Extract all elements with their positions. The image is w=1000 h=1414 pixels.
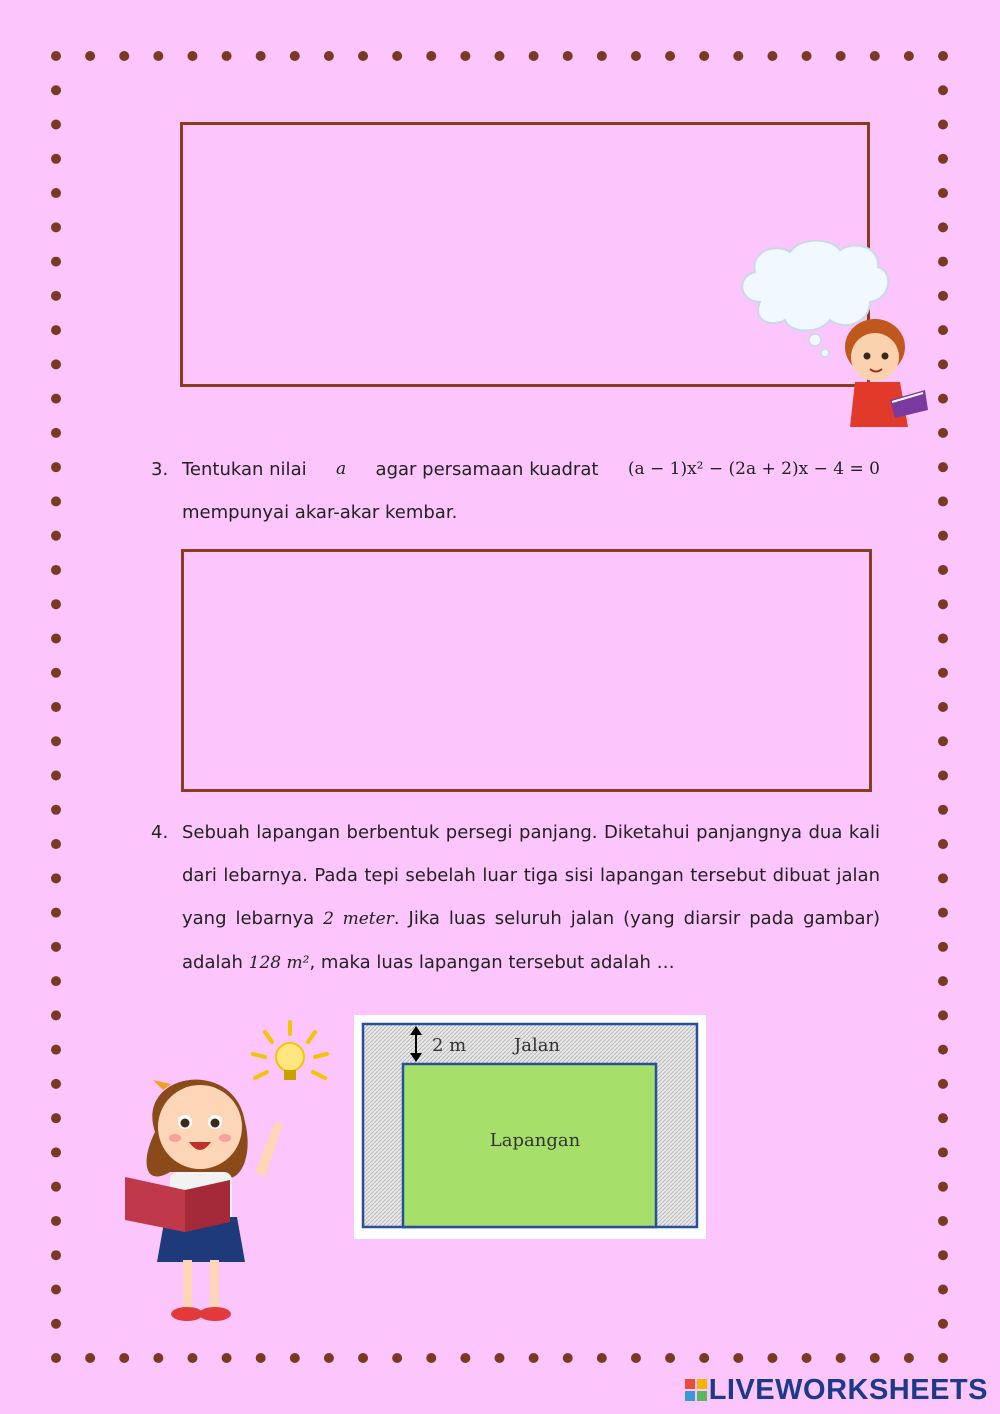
road-label: Jalan bbox=[514, 1035, 561, 1056]
question-line bbox=[182, 448, 880, 491]
border-dot bbox=[938, 531, 948, 541]
border-dot bbox=[870, 1353, 880, 1363]
border-dot bbox=[460, 51, 470, 61]
border-dot bbox=[51, 1216, 61, 1226]
border-dot bbox=[836, 51, 846, 61]
variable-a: a bbox=[336, 459, 347, 479]
border-dot bbox=[51, 462, 61, 472]
answer-box-2[interactable] bbox=[181, 549, 872, 792]
border-dot bbox=[938, 51, 948, 61]
border-dot bbox=[187, 51, 197, 61]
border-dot bbox=[938, 976, 948, 986]
border-dot bbox=[51, 325, 61, 335]
border-dot bbox=[495, 1353, 505, 1363]
question-text bbox=[182, 448, 880, 534]
border-dot bbox=[426, 1353, 436, 1363]
border-dot bbox=[51, 873, 61, 883]
question-4-line3-a: yang lebarnya bbox=[182, 908, 315, 929]
border-dot bbox=[699, 51, 709, 61]
border-dot bbox=[938, 120, 948, 130]
border-dot bbox=[256, 1353, 266, 1363]
liveworksheets-brand[interactable] bbox=[685, 1374, 988, 1407]
border-dot bbox=[938, 1353, 948, 1363]
question-4-line3 bbox=[182, 897, 880, 941]
boy-reading-icon bbox=[845, 319, 928, 427]
question-4-line2-text: dari lebarnya. Pada tepi sebelah luar tiga sisi lapangan tersebut dibuat jalan bbox=[182, 865, 880, 886]
border-dot bbox=[733, 1353, 743, 1363]
border-dot bbox=[51, 394, 61, 404]
border-dot bbox=[563, 51, 573, 61]
border-dot bbox=[51, 1045, 61, 1055]
border-dot bbox=[51, 1353, 61, 1363]
border-dot bbox=[51, 85, 61, 95]
question-4 bbox=[151, 811, 881, 991]
question-number: 3. bbox=[151, 459, 169, 480]
border-dot bbox=[938, 462, 948, 472]
border-dot bbox=[938, 599, 948, 609]
field-label: Lapangan bbox=[489, 1130, 581, 1151]
border-dot bbox=[870, 51, 880, 61]
border-dot bbox=[85, 1353, 95, 1363]
lightbulb-icon bbox=[253, 1022, 327, 1080]
border-dot bbox=[51, 428, 61, 438]
border-dot bbox=[495, 51, 505, 61]
border-dot bbox=[153, 51, 163, 61]
border-dot bbox=[938, 668, 948, 678]
border-dot bbox=[51, 908, 61, 918]
border-dot bbox=[290, 51, 300, 61]
border-dot bbox=[51, 1079, 61, 1089]
border-dot bbox=[938, 942, 948, 952]
liveworksheets-logo-icon bbox=[685, 1376, 707, 1398]
border-dot bbox=[802, 1353, 812, 1363]
border-dot bbox=[392, 1353, 402, 1363]
border-dot bbox=[51, 496, 61, 506]
border-dot bbox=[358, 1353, 368, 1363]
border-dot bbox=[51, 1113, 61, 1123]
border-dot bbox=[51, 702, 61, 712]
border-dot bbox=[222, 1353, 232, 1363]
border-dot bbox=[51, 222, 61, 232]
border-dot bbox=[938, 496, 948, 506]
border-dot bbox=[51, 805, 61, 815]
border-dot bbox=[802, 51, 812, 61]
border-dot bbox=[938, 702, 948, 712]
border-dot bbox=[767, 1353, 777, 1363]
width-label: 2 m bbox=[432, 1035, 467, 1056]
border-dot bbox=[51, 565, 61, 575]
question-4-line1-text: Sebuah lapangan berbentuk persegi panjang. Diketahui panjangnya dua kali bbox=[182, 822, 880, 843]
border-dot bbox=[51, 771, 61, 781]
border-dot bbox=[938, 839, 948, 849]
border-dot bbox=[51, 257, 61, 267]
question-4-line4-b: , maka luas lapangan tersebut adalah … bbox=[309, 952, 675, 973]
border-dot bbox=[51, 839, 61, 849]
question-number: 4. bbox=[151, 822, 169, 843]
question-4-line1 bbox=[182, 811, 880, 854]
border-dot bbox=[426, 51, 436, 61]
border-dot bbox=[597, 1353, 607, 1363]
area-value: 128 m² bbox=[248, 953, 310, 973]
border-dot bbox=[938, 1147, 948, 1157]
border-dot bbox=[699, 1353, 709, 1363]
border-dot bbox=[51, 1147, 61, 1157]
border-dot bbox=[392, 51, 402, 61]
border-dot bbox=[324, 51, 334, 61]
border-dot bbox=[938, 805, 948, 815]
border-dot bbox=[51, 668, 61, 678]
border-dot bbox=[51, 633, 61, 643]
border-dot bbox=[563, 1353, 573, 1363]
border-dot bbox=[51, 1284, 61, 1294]
border-dot bbox=[904, 1353, 914, 1363]
girl-reading-icon bbox=[125, 1080, 283, 1321]
border-dot bbox=[460, 1353, 470, 1363]
border-dot bbox=[51, 942, 61, 952]
question-4-line4-a: adalah bbox=[182, 952, 243, 973]
border-dot bbox=[938, 188, 948, 198]
border-dot bbox=[290, 1353, 300, 1363]
question-4-line2 bbox=[182, 854, 880, 897]
border-dot bbox=[938, 1113, 948, 1123]
border-dot bbox=[119, 1353, 129, 1363]
brand-text: LIVEWORKSHEETS bbox=[708, 1374, 988, 1406]
border-dot bbox=[51, 1182, 61, 1192]
border-dot bbox=[836, 1353, 846, 1363]
question-text bbox=[182, 811, 880, 985]
border-dot bbox=[938, 1216, 948, 1226]
border-dot bbox=[665, 1353, 675, 1363]
border-dot bbox=[938, 154, 948, 164]
border-dot bbox=[938, 736, 948, 746]
border-dot bbox=[51, 1319, 61, 1329]
border-dot bbox=[938, 222, 948, 232]
border-dot bbox=[767, 51, 777, 61]
border-dot bbox=[51, 188, 61, 198]
border-dot bbox=[187, 1353, 197, 1363]
border-dot bbox=[938, 1045, 948, 1055]
diagram-svg bbox=[354, 1015, 706, 1239]
border-dot bbox=[938, 908, 948, 918]
border-dot bbox=[904, 51, 914, 61]
width-value: 2 meter bbox=[323, 909, 394, 929]
border-dot bbox=[51, 291, 61, 301]
question-3-middle: agar persamaan kuadrat bbox=[375, 459, 599, 480]
border-dot bbox=[51, 1010, 61, 1020]
question-3-line2: mempunyai akar-akar kembar. bbox=[182, 502, 458, 523]
border-dot bbox=[938, 1182, 948, 1192]
border-dot bbox=[938, 85, 948, 95]
question-4-line4 bbox=[182, 941, 880, 985]
field-road-diagram bbox=[354, 1015, 706, 1239]
border-dot bbox=[938, 873, 948, 883]
border-dot bbox=[85, 51, 95, 61]
border-dot bbox=[938, 1250, 948, 1260]
border-dot bbox=[938, 565, 948, 575]
border-dot bbox=[529, 1353, 539, 1363]
border-dot bbox=[51, 51, 61, 61]
border-dot bbox=[631, 51, 641, 61]
border-dot bbox=[358, 51, 368, 61]
girl-lightbulb-illustration bbox=[115, 1012, 345, 1330]
border-dot bbox=[324, 1353, 334, 1363]
border-dot bbox=[938, 1284, 948, 1294]
border-dot bbox=[51, 736, 61, 746]
border-dot bbox=[665, 51, 675, 61]
border-dot bbox=[938, 1079, 948, 1089]
thinking-boy-illustration bbox=[730, 232, 940, 432]
border-dot bbox=[597, 51, 607, 61]
border-dot bbox=[51, 120, 61, 130]
border-dot bbox=[529, 51, 539, 61]
border-dot bbox=[51, 599, 61, 609]
border-dot bbox=[938, 633, 948, 643]
border-dot bbox=[938, 771, 948, 781]
border-dot bbox=[938, 1319, 948, 1329]
border-dot bbox=[256, 51, 266, 61]
border-dot bbox=[51, 976, 61, 986]
border-dot bbox=[938, 1010, 948, 1020]
quadratic-equation: (a − 1)x² − (2a + 2)x − 4 = 0 bbox=[627, 459, 880, 479]
border-dot bbox=[51, 359, 61, 369]
border-dot bbox=[51, 531, 61, 541]
border-dot bbox=[51, 1250, 61, 1260]
border-dot bbox=[51, 154, 61, 164]
border-dot bbox=[222, 51, 232, 61]
question-3 bbox=[151, 448, 881, 538]
border-dot bbox=[119, 51, 129, 61]
question-4-line3-b: . Jika luas seluruh jalan (yang diarsir pada gambar) bbox=[393, 908, 881, 929]
border-dot bbox=[153, 1353, 163, 1363]
border-dot bbox=[631, 1353, 641, 1363]
border-dot bbox=[733, 51, 743, 61]
question-3-prefix: Tentukan nilai bbox=[182, 459, 307, 480]
